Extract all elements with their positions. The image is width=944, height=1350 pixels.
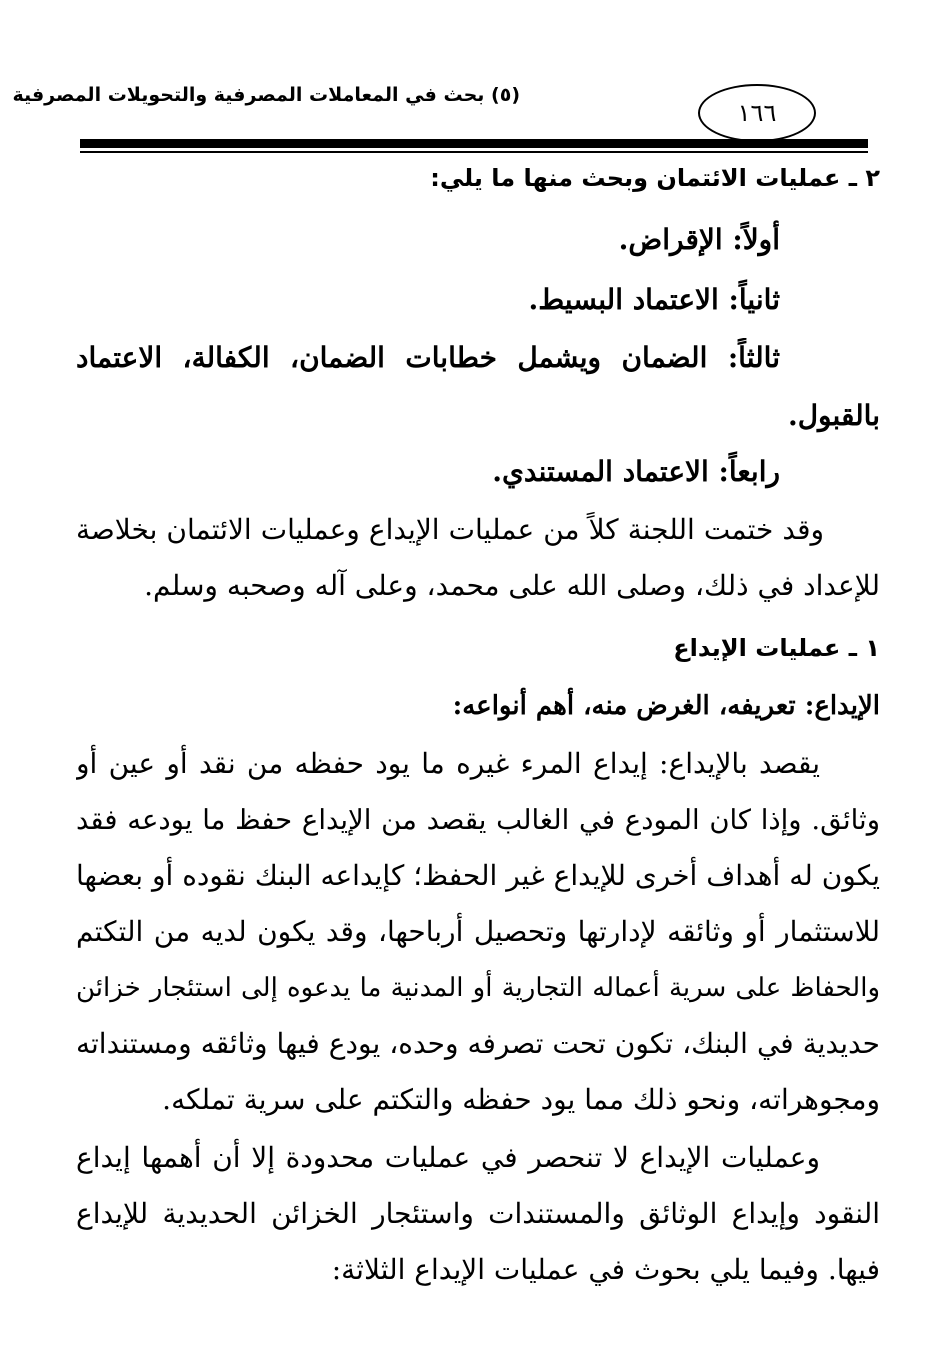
section2-item-3-line-2: بالقبول. <box>787 399 880 432</box>
section2-item-4: رابعاً: الاعتماد المستندي. <box>492 455 780 488</box>
section2-heading: ٢ ـ عمليات الائتمان وبحث منها ما يلي: <box>430 164 880 192</box>
page-number-badge: ١٦٦ <box>698 84 816 142</box>
section2-item-3-line-1: ثالثاً: الضمان ويشمل خطابات الضمان، الكفالة، الاعتماد <box>76 341 780 374</box>
para1-line-3: يكون له أهداف أخرى للإيداع غير الحفظ؛ كإيداعه البنك نقوده أو بعضها <box>76 859 880 892</box>
para2-line-3: فيها. وفيما يلي بحوث في عمليات الإيداع الثلاثة: <box>331 1253 880 1286</box>
running-header-title: (٥) بحث في المعاملات المصرفية والتحويلات المصرفية <box>12 84 520 106</box>
closing-line-1: وقد ختمت اللجنة كلاً من عمليات الإيداع وعمليات الائتمان بخلاصة <box>76 513 824 546</box>
section2-item-2: ثانياً: الاعتماد البسيط. <box>528 283 780 316</box>
section1-subheading: الإيداع: تعريفه، الغرض منه، أهم أنواعه: <box>452 691 880 721</box>
para1-line-5: والحفاظ على سرية أعماله التجارية أو المدنية ما يدعوه إلى استئجار خزائن <box>76 973 880 1003</box>
section2-item-1: أولاً: الإقراض. <box>618 223 780 256</box>
para1-line-6: حديدية في البنك، تكون تحت تصرفه وحده، يودع فيها وثائقه ومستنداته <box>76 1027 880 1060</box>
header-rule-thick <box>80 139 868 148</box>
closing-line-2: للإعداد في ذلك، وصلى الله على محمد، وعلى آله وصحبه وسلم. <box>144 569 880 602</box>
header-rule-thin <box>80 151 868 153</box>
para1-line-7: ومجوهراته، ونحو ذلك مما يود حفظه والتكتم على سرية تملكه. <box>162 1083 880 1116</box>
para2-line-2: النقود وإيداع الوثائق والمستندات واستئجار الخزائن الحديدية للإيداع <box>76 1197 880 1230</box>
para1-line-2: وثائق. وإذا كان المودع في الغالب يقصد من الإيداع حفظ ما يودعه فقد <box>76 804 880 836</box>
para1-line-4: للاستثمار أو وثائقه لإدارتها وتحصيل أرباحها، وقد يكون لديه من التكتم <box>76 915 880 948</box>
para1-line-1: يقصد بالإيداع: إيداع المرء غيره ما يود حفظه من نقد أو عين أو <box>76 747 820 780</box>
section1-heading: ١ ـ عمليات الإيداع <box>673 634 880 662</box>
para2-line-1: وعمليات الإيداع لا تنحصر في عمليات محدودة إلا أن أهمها إيداع <box>76 1141 820 1174</box>
